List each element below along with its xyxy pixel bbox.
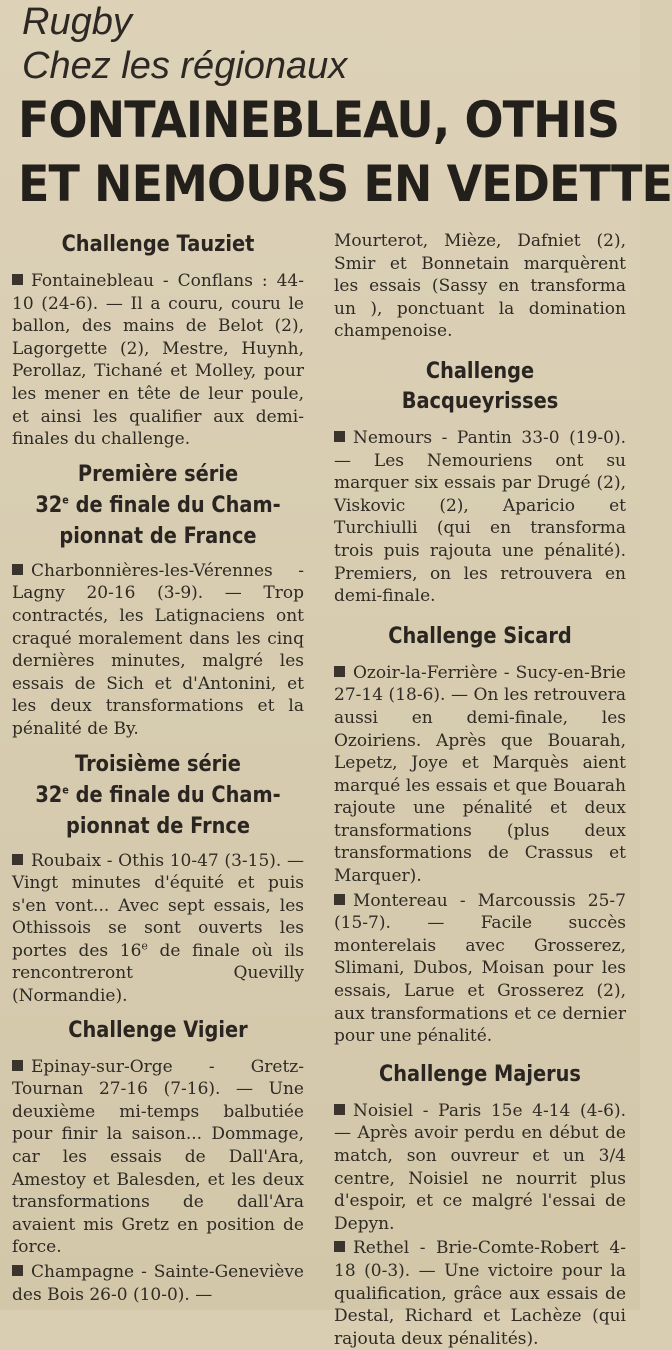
heading-challenge-bacqueyrisses: Challenge Bacqueyrisses xyxy=(401,358,559,414)
heading-premiere-sup: e xyxy=(62,493,69,507)
headline-line-2: ET NEMOURS EN VEDETTE xyxy=(18,155,672,213)
article-majerus-1-text: Noisiel - Paris 15e 4-14 (4-6). — Après avoir perdu en début de match, son ouvreur et un 3/4 centre, Noisiel ne nourrit plus d'espoir, et ce malgré l'essai de Depyn. xyxy=(334,1100,626,1234)
bullet-square-icon xyxy=(334,431,345,442)
bullet-square-icon xyxy=(12,854,23,865)
bullet-square-icon xyxy=(334,1241,345,1252)
heading-troisieme-sup: e xyxy=(62,783,69,797)
heading-troisieme-line-3: pionnat de Frnce xyxy=(65,813,251,839)
bullet-square-icon xyxy=(334,1104,345,1115)
heading-challenge-vigier: Challenge Vigier xyxy=(68,1017,248,1043)
article-troisieme-text-b: de finale où ils rencontreront Quevilly (Normandie). xyxy=(12,940,304,1007)
heading-premiere-line-2b: de finale du Cham- xyxy=(68,492,281,518)
heading-premiere-line-3: pionnat de France xyxy=(59,523,257,549)
bullet-square-icon xyxy=(12,1265,23,1276)
article-sicard-2-text: Montereau - Marcoussis 25-7 (15-7). — Facile succès monterelais avec Grosserez, Slimani, Dubos, Moisan pour les essais, Larue et Grosserez (2), aux transformations et ce dernier pour une pénalité. xyxy=(334,890,626,1047)
heading-premiere-line-1: Première série xyxy=(77,461,239,487)
article-sicard-2 xyxy=(334,890,626,1048)
section-subkicker: Chez les régionaux xyxy=(22,45,348,87)
article-majerus-1 xyxy=(334,1100,626,1236)
bullet-square-icon xyxy=(334,666,345,677)
article-premiere-text: Charbonnières-les-Vérennes - Lagny 20-16 (3-9). — Trop contractés, les Latignaciens ont craqué moralement dans les cinq dernières minutes, malgré les essais de Sich et d'Antonini, et les deux transformations et la pénalité de By. xyxy=(12,560,304,739)
heading-challenge-sicard: Challenge Sicard xyxy=(388,623,572,649)
heading-premiere-line-2a: 32 xyxy=(35,492,63,518)
bullet-square-icon xyxy=(12,564,23,575)
section-kicker: Rugby xyxy=(22,1,132,43)
article-vigier-2 xyxy=(12,1261,304,1306)
heading-challenge-tauziet: Challenge Tauziet xyxy=(61,232,255,257)
bullet-square-icon xyxy=(334,894,345,905)
article-sicard-1 xyxy=(334,662,626,888)
article-majerus-2 xyxy=(334,1237,626,1350)
article-troisieme xyxy=(12,850,304,1008)
article-troisieme-text-a: Roubaix - Othis 10-47 (3-15). — Vingt minutes d'équité et puis s'en vont... Avec sept essais, les Othissois se sont ouverts les portes des 16 xyxy=(12,850,304,961)
headline-line-1: FONTAINEBLEAU, OTHIS xyxy=(18,91,620,149)
bullet-square-icon xyxy=(12,274,23,285)
left-column xyxy=(12,222,304,1307)
right-column xyxy=(334,230,626,1349)
article-troisieme-sup: e xyxy=(141,939,148,953)
heading-troisieme-serie xyxy=(30,749,287,842)
article-premiere xyxy=(12,560,304,741)
article-sicard-1-text: Ozoir-la-Ferrière - Sucy-en-Brie 27-14 (18-6). — On les retrouvera aussi en demi-finale, les Ozoiriens. Après que Bouarah, Lepetz, Joye et Marquès aient marqué les essais et que Bouarah rajoute une pénalité et deux transformations (plus deux transformations de Crassus et Marquer). xyxy=(334,662,626,887)
heading-troisieme-line-2b: de finale du Cham- xyxy=(68,782,281,808)
article-vigier-1-text: Epinay-sur-Orge - Gretz-Tournan 27-16 (7-16). — Une deuxième mi-temps balbutiée pour finir la saison... Dommage, car les essais de Dall'Ara, Amestoy et Balesden, et les deux transformations de dall'Ara avaient mis Gretz en position de force. xyxy=(12,1056,304,1258)
article-bacqueyrisses xyxy=(334,427,626,608)
heading-troisieme-line-2a: 32 xyxy=(35,782,63,808)
article-tauziet-text: Fontainebleau - Conflans : 44-10 (24-6). — Il a couru, couru le ballon, des mains de Belot (2), Lagorgette (2), Mestre, Huynh, Perollaz, Tichané et Molley, pour les mener en tête de leur poule, et ainsi les qualifier aux demi-finales du challenge. xyxy=(12,271,304,450)
article-bacqueyrisses-text: Nemours - Pantin 33-0 (19-0). — Les Nemouriens ont su marquer six essais par Drugé (2), Viskovic (2), Aparicio et Turchiulli (qui en transforma trois puis rajouta une pénalité). Premiers, on les retrouvera en demi-finale. xyxy=(334,427,626,607)
bullet-square-icon xyxy=(12,1060,23,1071)
article-majerus-2-text: Rethel - Brie-Comte-Robert 4-18 (0-3). — Une victoire pour la qualification, grâce aux essais de Destal, Richard et Lachèze (qui rajouta deux pénalités). xyxy=(334,1238,626,1349)
article-vigier-1 xyxy=(12,1056,304,1259)
article-vigier-2-text: Champagne - Sainte-Geneviève des Bois 26-0 (10-0). — xyxy=(12,1262,304,1305)
article-continuation: Mourterot, Mièze, Dafniet (2), Smir et Bonnetain marquèrent les essais (Sassy en transforma un ), ponctuant la domination champenoise. xyxy=(334,231,626,342)
heading-premiere-serie xyxy=(30,459,287,552)
article-tauziet xyxy=(12,270,304,451)
heading-troisieme-line-1: Troisième série xyxy=(75,751,241,777)
heading-challenge-majerus: Challenge Majerus xyxy=(379,1061,581,1087)
